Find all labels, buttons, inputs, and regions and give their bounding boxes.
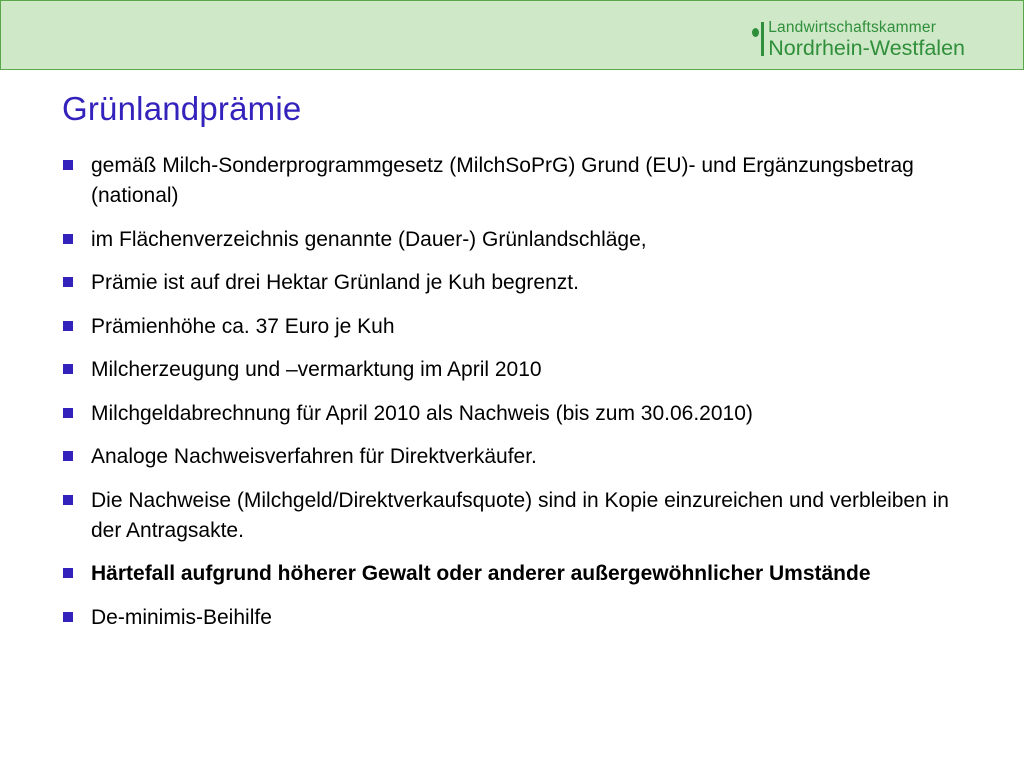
bullet-item: [62, 225, 962, 255]
bullet-square-icon: [63, 321, 73, 331]
bullet-square-icon: [63, 451, 73, 461]
bullet-square-icon: [63, 408, 73, 418]
slide-title: Grünlandprämie: [62, 90, 302, 127]
logo-line-1: Landwirtschaftskammer: [768, 19, 937, 36]
bullet-text: Analoge Nachweisverfahren für Direktverkäufer.: [91, 445, 537, 468]
bullet-item: [62, 399, 962, 429]
bullet-text: Milcherzeugung und –vermarktung im April 2010: [91, 358, 542, 381]
logo-icon: [752, 18, 766, 60]
bullet-item: [62, 486, 962, 546]
bullet-list: [62, 151, 962, 646]
bullet-item: [62, 151, 962, 211]
bullet-text: Die Nachweise (Milchgeld/Direktverkaufsquote) sind in Kopie einzureichen und verbleiben in der Antragsakte.: [91, 488, 949, 542]
bullet-square-icon: [63, 495, 73, 505]
bullet-item: [62, 603, 962, 633]
bullet-item: [62, 442, 962, 472]
bullet-item: [62, 355, 962, 385]
bullet-text: De-minimis-Beihilfe: [91, 605, 272, 629]
bullet-text: Prämie ist auf drei Hektar Grünland je Kuh begrenzt.: [91, 271, 579, 294]
bullet-item-bold: [62, 559, 962, 589]
bullet-text: Härtefall aufgrund höherer Gewalt oder anderer außergewöhnlicher Umstände: [91, 562, 871, 585]
bullet-text: Milchgeldabrechnung für April 2010 als Nachweis (bis zum 30.06.2010): [91, 401, 753, 425]
bullet-square-icon: [63, 234, 73, 244]
bullet-square-icon: [63, 612, 73, 622]
bullet-item: [62, 312, 962, 342]
bullet-square-icon: [63, 364, 73, 374]
bullet-item: [62, 268, 962, 298]
bullet-square-icon: [63, 277, 73, 287]
logo-line-2: Nordrhein-Westfalen: [768, 35, 965, 60]
logo: [752, 18, 965, 60]
bullet-text: Prämienhöhe ca. 37 Euro je Kuh: [91, 314, 395, 338]
header-band: [0, 0, 1024, 70]
bullet-square-icon: [63, 568, 73, 578]
bullet-square-icon: [63, 160, 73, 170]
bullet-text: gemäß Milch-Sonderprogrammgesetz (MilchSoPrG) Grund (EU)- und Ergänzungsbetrag (national): [91, 154, 914, 207]
bullet-text: im Flächenverzeichnis genannte (Dauer-) Grünlandschläge,: [91, 227, 647, 251]
